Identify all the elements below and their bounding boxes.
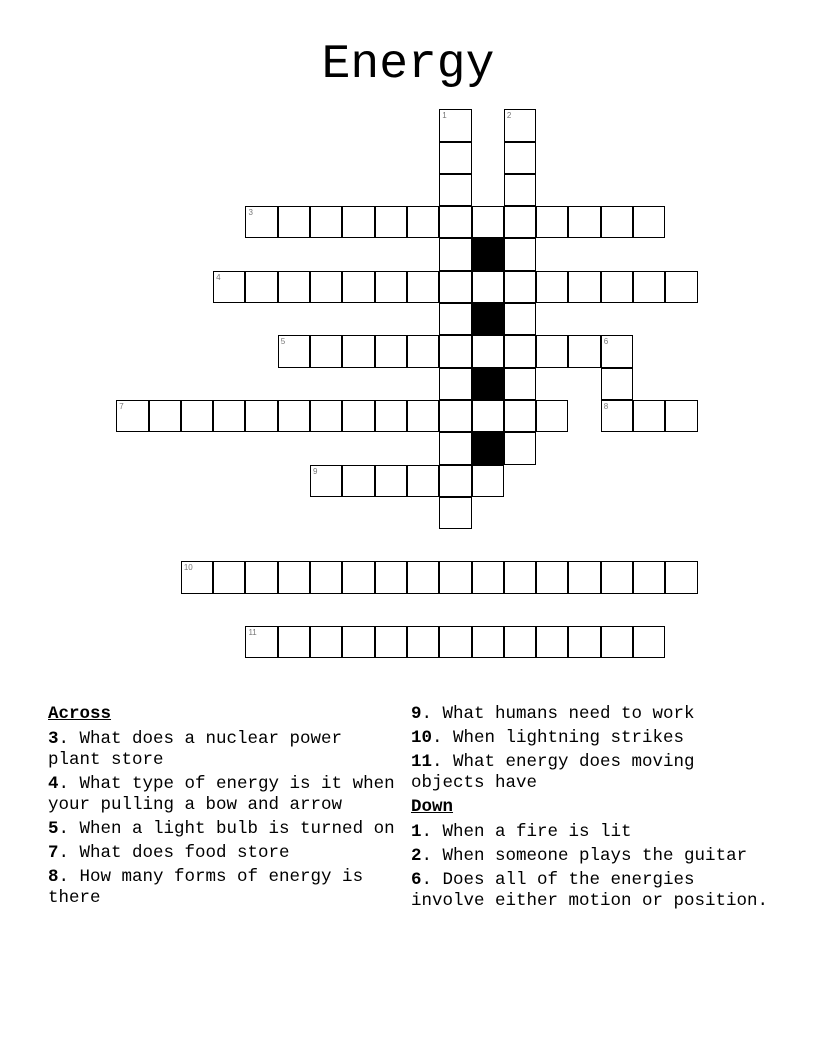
clue-number: 2 xyxy=(411,846,422,866)
grid-cell[interactable] xyxy=(342,271,374,303)
clue-text: . How many forms of energy is there xyxy=(48,867,364,908)
clue-text: . What does a nuclear power plant store xyxy=(48,729,343,770)
grid-cell[interactable] xyxy=(472,626,504,658)
grid-cell[interactable] xyxy=(665,400,697,432)
grid-cell[interactable] xyxy=(439,561,471,593)
grid-cell[interactable] xyxy=(245,561,277,593)
grid-cell[interactable] xyxy=(342,400,374,432)
grid-cell[interactable] xyxy=(310,465,342,497)
grid-cell[interactable] xyxy=(536,206,568,238)
clue-number: 7 xyxy=(48,843,59,863)
grid-cell[interactable] xyxy=(633,626,665,658)
grid-cell[interactable] xyxy=(472,561,504,593)
grid-cell[interactable] xyxy=(439,174,471,206)
clue-number: 3 xyxy=(48,729,59,749)
grid-cell[interactable] xyxy=(633,206,665,238)
clue-text: . What humans need to work xyxy=(421,704,695,724)
clue-across-4 xyxy=(48,774,398,816)
clue-number: 6 xyxy=(411,870,422,890)
grid-cell[interactable] xyxy=(407,561,439,593)
grid-cell[interactable] xyxy=(439,400,471,432)
cell-number: 4 xyxy=(216,272,221,282)
clue-across-8 xyxy=(48,867,398,909)
grid-cell[interactable] xyxy=(504,626,536,658)
grid-cell[interactable] xyxy=(601,206,633,238)
clue-text: . When a light bulb is turned on xyxy=(58,819,395,839)
grid-cell[interactable] xyxy=(439,497,471,529)
down-heading: Down xyxy=(411,797,454,817)
grid-cell[interactable] xyxy=(310,271,342,303)
grid-cell[interactable] xyxy=(407,465,439,497)
grid-cell[interactable] xyxy=(504,303,536,335)
clue-down-1 xyxy=(411,822,771,843)
page-title: Energy xyxy=(321,38,495,92)
grid-cell[interactable] xyxy=(342,626,374,658)
grid-cell[interactable] xyxy=(407,271,439,303)
grid-cell[interactable] xyxy=(439,432,471,464)
cell-number: 9 xyxy=(313,466,318,476)
clue-number: 8 xyxy=(48,867,59,887)
grid-cell[interactable] xyxy=(633,400,665,432)
grid-cell[interactable] xyxy=(342,335,374,367)
grid-cell[interactable] xyxy=(504,335,536,367)
grid-cell[interactable] xyxy=(181,561,213,593)
grid-cell[interactable] xyxy=(278,271,310,303)
cell-number: 11 xyxy=(248,628,257,638)
grid-cell[interactable] xyxy=(504,142,536,174)
grid-cell[interactable] xyxy=(472,400,504,432)
grid-cell[interactable] xyxy=(375,465,407,497)
grid-cell[interactable] xyxy=(536,400,568,432)
cell-number: 1 xyxy=(442,111,447,121)
grid-cell[interactable] xyxy=(342,561,374,593)
clue-text: . What type of energy is it when your pulling a bow and arrow xyxy=(48,774,395,815)
cell-number: 5 xyxy=(280,337,286,347)
clue-across-3 xyxy=(48,729,398,771)
grid-cell[interactable] xyxy=(665,271,697,303)
grid-cell[interactable] xyxy=(407,206,439,238)
grid-cell[interactable] xyxy=(375,271,407,303)
grid-cell[interactable] xyxy=(601,271,633,303)
grid-cell[interactable] xyxy=(504,561,536,593)
cell-number: 2 xyxy=(506,111,512,121)
grid-cell[interactable] xyxy=(601,626,633,658)
across-heading: Across xyxy=(48,704,112,724)
grid-cell[interactable] xyxy=(439,238,471,270)
grid-cell[interactable] xyxy=(536,335,568,367)
grid-cell[interactable] xyxy=(633,271,665,303)
grid-cell[interactable] xyxy=(149,400,181,432)
grid-cell[interactable] xyxy=(213,400,245,432)
grid-cell[interactable] xyxy=(568,206,600,238)
grid-cell[interactable] xyxy=(504,271,536,303)
clue-number: 11 xyxy=(411,752,433,772)
clue-number: 5 xyxy=(48,819,59,839)
cell-number: 8 xyxy=(603,401,609,411)
grid-cell[interactable] xyxy=(601,368,633,400)
grid-cell[interactable] xyxy=(278,626,310,658)
grid-cell[interactable] xyxy=(536,271,568,303)
grid-cell[interactable] xyxy=(504,109,536,141)
grid-cell[interactable] xyxy=(278,400,310,432)
black-cell xyxy=(472,303,504,335)
clue-across-9 xyxy=(411,704,771,725)
grid-cell[interactable] xyxy=(181,400,213,432)
clue-text: . Does all of the energies involve either motion or position. xyxy=(411,870,769,911)
clues-left-column xyxy=(48,704,398,912)
grid-cell[interactable] xyxy=(245,400,277,432)
cell-number: 10 xyxy=(183,563,193,573)
grid-cell[interactable] xyxy=(665,561,697,593)
grid-cell[interactable] xyxy=(504,368,536,400)
clue-across-5 xyxy=(48,819,398,840)
grid-cell[interactable] xyxy=(407,335,439,367)
clue-number: 4 xyxy=(48,774,59,794)
clue-text: . When lightning strikes xyxy=(432,728,685,748)
clue-text: . What energy does moving objects have xyxy=(411,752,695,793)
grid-cell[interactable] xyxy=(633,561,665,593)
grid-cell[interactable] xyxy=(504,400,536,432)
grid-cell[interactable] xyxy=(439,626,471,658)
grid-cell[interactable] xyxy=(342,206,374,238)
grid-cell[interactable] xyxy=(375,206,407,238)
grid-cell[interactable] xyxy=(407,626,439,658)
grid-cell[interactable] xyxy=(439,271,471,303)
grid-cell[interactable] xyxy=(375,626,407,658)
clue-text: . When a fire is lit xyxy=(421,822,632,842)
clue-down-6 xyxy=(411,870,771,912)
grid-cell[interactable] xyxy=(472,335,504,367)
clue-across-10 xyxy=(411,728,771,749)
grid-cell[interactable] xyxy=(568,626,600,658)
grid-cell[interactable] xyxy=(342,465,374,497)
grid-cell[interactable] xyxy=(504,174,536,206)
grid-cell[interactable] xyxy=(407,400,439,432)
grid-cell[interactable] xyxy=(310,335,342,367)
grid-cell[interactable] xyxy=(310,400,342,432)
black-cell xyxy=(472,432,504,464)
grid-cell[interactable] xyxy=(439,109,471,141)
grid-cell[interactable] xyxy=(375,400,407,432)
grid-cell[interactable] xyxy=(568,335,600,367)
grid-cell[interactable] xyxy=(245,206,277,238)
grid-cell[interactable] xyxy=(439,368,471,400)
grid-cell[interactable] xyxy=(536,626,568,658)
black-cell xyxy=(472,368,504,400)
grid-cell[interactable] xyxy=(472,271,504,303)
grid-cell[interactable] xyxy=(504,238,536,270)
grid-cell[interactable] xyxy=(310,626,342,658)
cell-number: 7 xyxy=(119,401,124,411)
clues-right-column xyxy=(411,704,771,915)
grid-cell[interactable] xyxy=(601,561,633,593)
grid-cell[interactable] xyxy=(601,335,633,367)
grid-cell[interactable] xyxy=(375,335,407,367)
grid-cell[interactable] xyxy=(310,206,342,238)
clue-number: 9 xyxy=(411,704,422,724)
clue-down-2 xyxy=(411,846,771,867)
grid-cell[interactable] xyxy=(278,335,310,367)
clue-number: 1 xyxy=(411,822,422,842)
grid-cell[interactable] xyxy=(439,142,471,174)
clue-across-7 xyxy=(48,843,398,864)
clue-text: . When someone plays the guitar xyxy=(421,846,748,866)
grid-cell[interactable] xyxy=(439,206,471,238)
grid-cell[interactable] xyxy=(472,465,504,497)
grid-cell[interactable] xyxy=(116,400,148,432)
grid-cell[interactable] xyxy=(213,271,245,303)
grid-cell[interactable] xyxy=(278,206,310,238)
grid-cell[interactable] xyxy=(439,335,471,367)
grid-cell[interactable] xyxy=(568,561,600,593)
grid-cell[interactable] xyxy=(439,465,471,497)
grid-cell[interactable] xyxy=(278,561,310,593)
grid-cell[interactable] xyxy=(245,271,277,303)
grid-cell[interactable] xyxy=(536,561,568,593)
grid-cell[interactable] xyxy=(439,303,471,335)
cell-number: 3 xyxy=(248,208,253,218)
grid-cell[interactable] xyxy=(245,626,277,658)
grid-cell[interactable] xyxy=(504,432,536,464)
black-cell xyxy=(472,238,504,270)
grid-cell[interactable] xyxy=(601,400,633,432)
grid-cell[interactable] xyxy=(472,206,504,238)
grid-cell[interactable] xyxy=(375,561,407,593)
grid-cell[interactable] xyxy=(504,206,536,238)
clue-number: 10 xyxy=(411,728,433,748)
grid-cell[interactable] xyxy=(310,561,342,593)
grid-cell[interactable] xyxy=(568,271,600,303)
cell-number: 6 xyxy=(603,337,609,347)
grid-cell[interactable] xyxy=(213,561,245,593)
clue-across-11 xyxy=(411,752,771,794)
clue-text: . What does food store xyxy=(58,843,290,863)
